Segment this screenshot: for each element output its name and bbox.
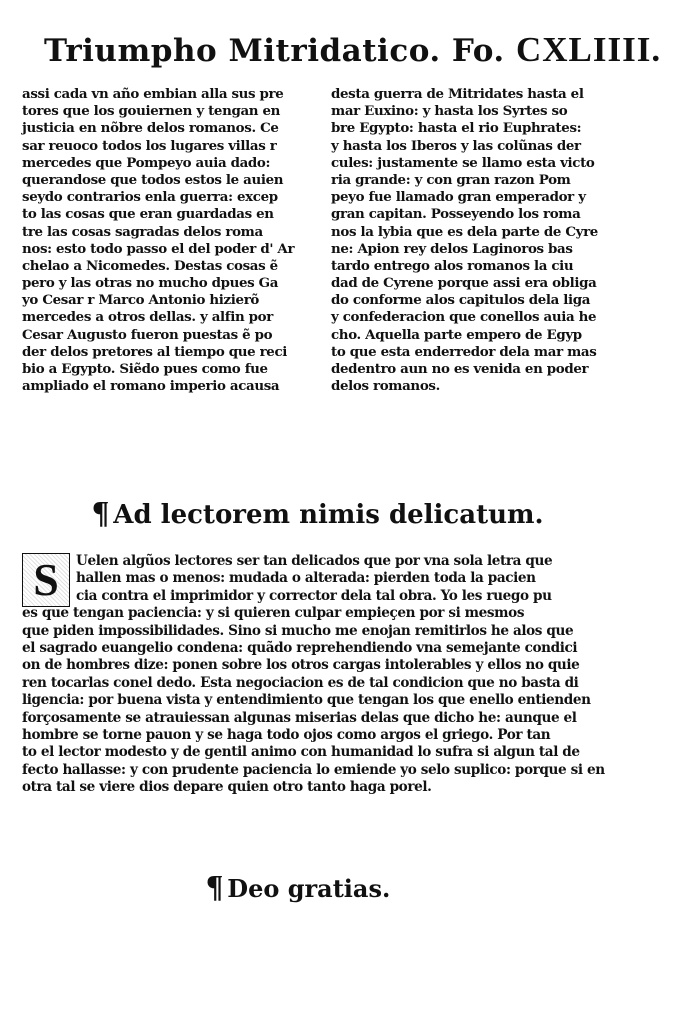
text-line: nos la lybia que es dela parte de Cyre xyxy=(331,223,598,240)
text-line: delos romanos. xyxy=(331,378,440,395)
left-column xyxy=(22,86,312,395)
text-line: pero y las otras no mucho dpues Ga xyxy=(22,275,279,292)
text-line: ne: Apion rey delos Laginoros bas xyxy=(331,240,573,257)
text-line: Uelen algũos lectores ser tan delicados que por vna sola letra que xyxy=(76,553,553,569)
text-line: ampliado el romano imperio acausa xyxy=(22,378,280,395)
text-line: tre las cosas sagradas delos roma xyxy=(22,223,263,240)
text-line: tardo entrego alos romanos la ciu xyxy=(331,257,574,274)
text-line: yo Cesar r Marco Antonio hizierõ xyxy=(22,292,259,309)
text-line: ren tocarlas conel dedo. Esta negociacion es de tal condicion que no basta di xyxy=(22,674,579,691)
text-line: chelao a Nicomedes. Destas cosas ẽ xyxy=(22,257,278,274)
text-line: otra tal se viere dios depare quien otro tanto haga porel. xyxy=(22,779,432,796)
text-line: cia contra el imprimidor y corrector dela tal obra. Yo les ruego pu xyxy=(76,587,552,604)
text-line: es que tengan paciencia: y si quieren culpar empieçen por si mesmos xyxy=(22,605,525,622)
text-line: to que esta enderredor dela mar mas xyxy=(331,343,597,360)
text-line: do conforme alos capitulos dela liga xyxy=(331,292,591,309)
text-line: que piden impossibilidades. Sino si mucho me enojan remitirlos he alos que xyxy=(22,622,574,639)
text-line: der delos pretores al tiempo que reci xyxy=(22,343,288,360)
text-line: mar Euxino: y hasta los Syrtes so xyxy=(331,103,568,120)
text-line: sar reuoco todos los lugares villas r xyxy=(22,137,277,154)
text-line: y hasta los Iberos y las colũnas der xyxy=(331,137,581,154)
text-line: to el lector modesto y de gentil animo con humanidad lo sufra si algun tal de xyxy=(22,744,580,761)
text-line: hombre se torne pauon y se haga todo ojos como argos el griego. Por tan xyxy=(22,726,551,743)
text-line: peyo fue llamado gran emperador y xyxy=(331,189,586,206)
folio-number: CXLIIII. xyxy=(515,30,662,69)
text-line: nos: esto todo passo el del poder d' Ar xyxy=(22,240,295,257)
section-heading-text: Ad lectorem nimis delicatum. xyxy=(113,500,544,530)
section-body xyxy=(22,553,652,796)
text-line: bio a Egypto. Siẽdo pues como fue xyxy=(22,361,268,377)
folio-prefix: Fo. xyxy=(451,33,505,69)
text-line: on de hombres dize: ponen sobre los otros cargas intolerables y ellos no quie xyxy=(22,657,580,674)
pilcrow-icon: ¶ xyxy=(92,494,110,530)
closing-text: Deo gratias. xyxy=(227,874,391,903)
text-line: fecto hallasse: y con prudente paciencia lo emiende yo selo suplico: porque si en xyxy=(22,761,605,778)
section-heading xyxy=(92,492,612,535)
closing-line xyxy=(206,866,390,909)
pilcrow-icon: ¶ xyxy=(206,868,224,904)
text-line: Cesar Augusto fueron puestas ẽ po xyxy=(22,326,273,343)
text-line: ria grande: y con gran razon Pom xyxy=(331,171,571,188)
text-line: seydo contrarios enla guerra: excep xyxy=(22,189,278,206)
text-line: to las cosas que eran guardadas en xyxy=(22,206,274,223)
text-line: ligencia: por buena vista y entendimiento que tengan los que enello entienden xyxy=(22,692,591,709)
text-line: forçosamente se atrauiessan algunas miserias delas que dicho he: aunque el xyxy=(22,709,577,726)
text-line: bre Egypto: hasta el rio Euphrates: xyxy=(331,120,582,137)
text-line: gran capitan. Posseyendo los roma xyxy=(331,206,581,223)
text-line: el sagrado euangelio condena: quãdo reprehendiendo vna semejante condici xyxy=(22,639,578,656)
initial-letter: S xyxy=(33,554,59,605)
running-title: Triumpho Mitridatico. xyxy=(44,33,441,69)
text-line: cules: justamente se llamo esta victo xyxy=(331,154,595,171)
running-header xyxy=(44,26,664,76)
text-line: desta guerra de Mitridates hasta el xyxy=(331,86,584,102)
text-line: dedentro aun no es venida en poder xyxy=(331,361,589,377)
text-line: mercedes a otros dellas. y alfin por xyxy=(22,309,273,326)
text-line: mercedes que Pompeyo auia dado: xyxy=(22,154,271,171)
text-line: y confederacion que conellos auia he xyxy=(331,309,597,326)
text-line: hallen mas o menos: mudada o alterada: pierden toda la pacien xyxy=(76,570,536,587)
text-line: justicia en nõbre delos romanos. Ce xyxy=(22,120,279,137)
text-line: querandose que todos estos le auien xyxy=(22,171,284,188)
right-column xyxy=(331,86,627,395)
text-line: assi cada vn año embian alla sus pre xyxy=(22,86,284,102)
text-line: cho. Aquella parte empero de Egyp xyxy=(331,326,582,343)
text-line: dad de Cyrene porque assi era obliga xyxy=(331,275,597,292)
text-line: tores que los gouiernen y tengan en xyxy=(22,103,281,120)
